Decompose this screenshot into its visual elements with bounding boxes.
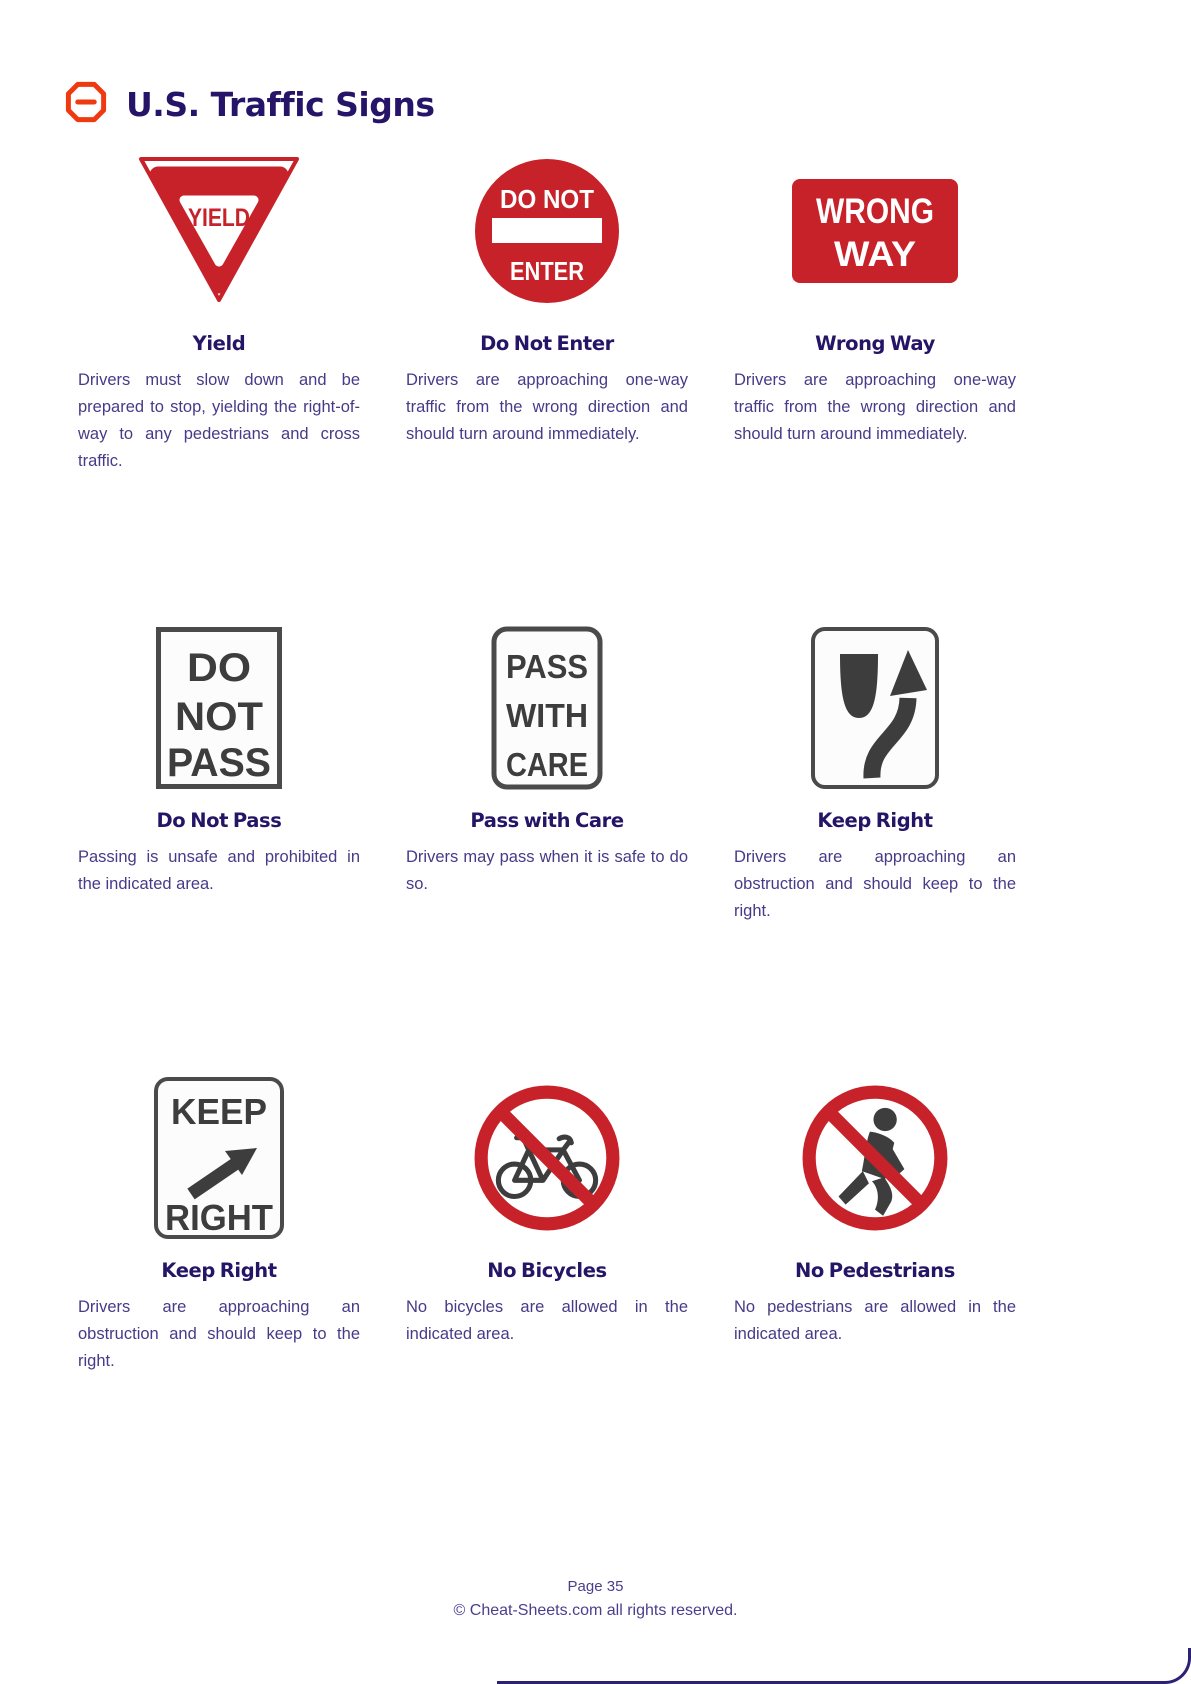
sign-description: Drivers are approaching an obstruction and should keep to the right. — [734, 848, 1016, 920]
sign-card-keep-right-text — [78, 1073, 360, 1375]
page-number: Page 35 — [567, 1578, 624, 1595]
sign-title: Do Not Enter — [480, 332, 614, 355]
sign-title: No Pedestrians — [795, 1259, 955, 1282]
sign-title: Yield — [192, 332, 246, 355]
do-not-pass-text-3: PASS — [167, 741, 271, 785]
do-not-enter-text-bottom: ENTER — [510, 256, 585, 286]
pass-with-care-sign — [406, 623, 688, 793]
wrong-way-text-bottom: WAY — [834, 235, 916, 274]
sign-card-do-not-enter — [406, 146, 688, 475]
no-bicycles-sign — [406, 1073, 688, 1243]
copyright-text: © Cheat-Sheets.com all rights reserved. — [453, 1602, 738, 1619]
keep-right-text-bottom: RIGHT — [165, 1197, 273, 1238]
pass-with-care-text-3: CARE — [506, 746, 588, 783]
yield-sign — [78, 146, 360, 316]
sign-card-yield — [78, 146, 360, 475]
sign-card-keep-right-symbol — [734, 623, 1016, 925]
sign-title: Pass with Care — [470, 809, 624, 832]
sign-title: Wrong Way — [815, 332, 935, 355]
pass-with-care-text-2: WITH — [506, 697, 588, 734]
traffic-signs-grid — [78, 146, 1016, 1375]
page-header — [64, 80, 434, 129]
sign-description: Drivers are approaching an obstruction and should keep to the right. — [78, 1298, 360, 1370]
keep-right-text-top: KEEP — [171, 1091, 267, 1132]
do-not-pass-text-2: NOT — [175, 695, 263, 739]
yield-sign-text: YIELD — [188, 204, 250, 232]
sign-card-pass-with-care — [406, 623, 688, 925]
wrong-way-text-top: WRONG — [816, 192, 934, 231]
do-not-pass-text-1: DO — [187, 646, 251, 690]
sign-card-no-pedestrians — [734, 1073, 1016, 1375]
sign-description: Drivers may pass when it is safe to do so. — [406, 848, 688, 893]
page-footer — [0, 1578, 1191, 1620]
sign-description: Drivers must slow down and be prepared to stop, yielding the right-of-way to any pedestrians and cross traffic. — [78, 371, 360, 470]
sign-description: No pedestrians are allowed in the indicated area. — [734, 1298, 1016, 1343]
sign-title: Keep Right — [817, 809, 933, 832]
sign-card-wrong-way — [734, 146, 1016, 475]
sign-card-no-bicycles — [406, 1073, 688, 1375]
no-pedestrians-sign — [734, 1073, 1016, 1243]
sign-title: Keep Right — [161, 1259, 277, 1282]
sign-title: Do Not Pass — [156, 809, 282, 832]
do-not-enter-text-top: DO NOT — [500, 184, 595, 214]
sign-description: Drivers are approaching one-way traffic from the wrong direction and should turn around immediately. — [406, 371, 688, 443]
sign-card-do-not-pass — [78, 623, 360, 925]
octagon-minus-icon — [64, 80, 108, 129]
keep-right-symbol-sign — [734, 623, 1016, 793]
keep-right-text-sign — [78, 1073, 360, 1243]
sign-description: Drivers are approaching one-way traffic from the wrong direction and should turn around immediately. — [734, 371, 1016, 443]
prohibition-slash — [829, 1112, 920, 1203]
page-title: U.S. Traffic Signs — [126, 85, 435, 124]
do-not-enter-sign — [406, 146, 688, 316]
do-not-pass-sign — [78, 623, 360, 793]
page-corner-border — [497, 1648, 1191, 1684]
sign-description: No bicycles are allowed in the indicated area. — [406, 1298, 688, 1343]
sign-description: Passing is unsafe and prohibited in the indicated area. — [78, 848, 360, 893]
wrong-way-sign — [734, 146, 1016, 316]
pass-with-care-text-1: PASS — [506, 648, 588, 685]
sign-title: No Bicycles — [487, 1259, 607, 1282]
prohibition-slash — [501, 1112, 592, 1203]
